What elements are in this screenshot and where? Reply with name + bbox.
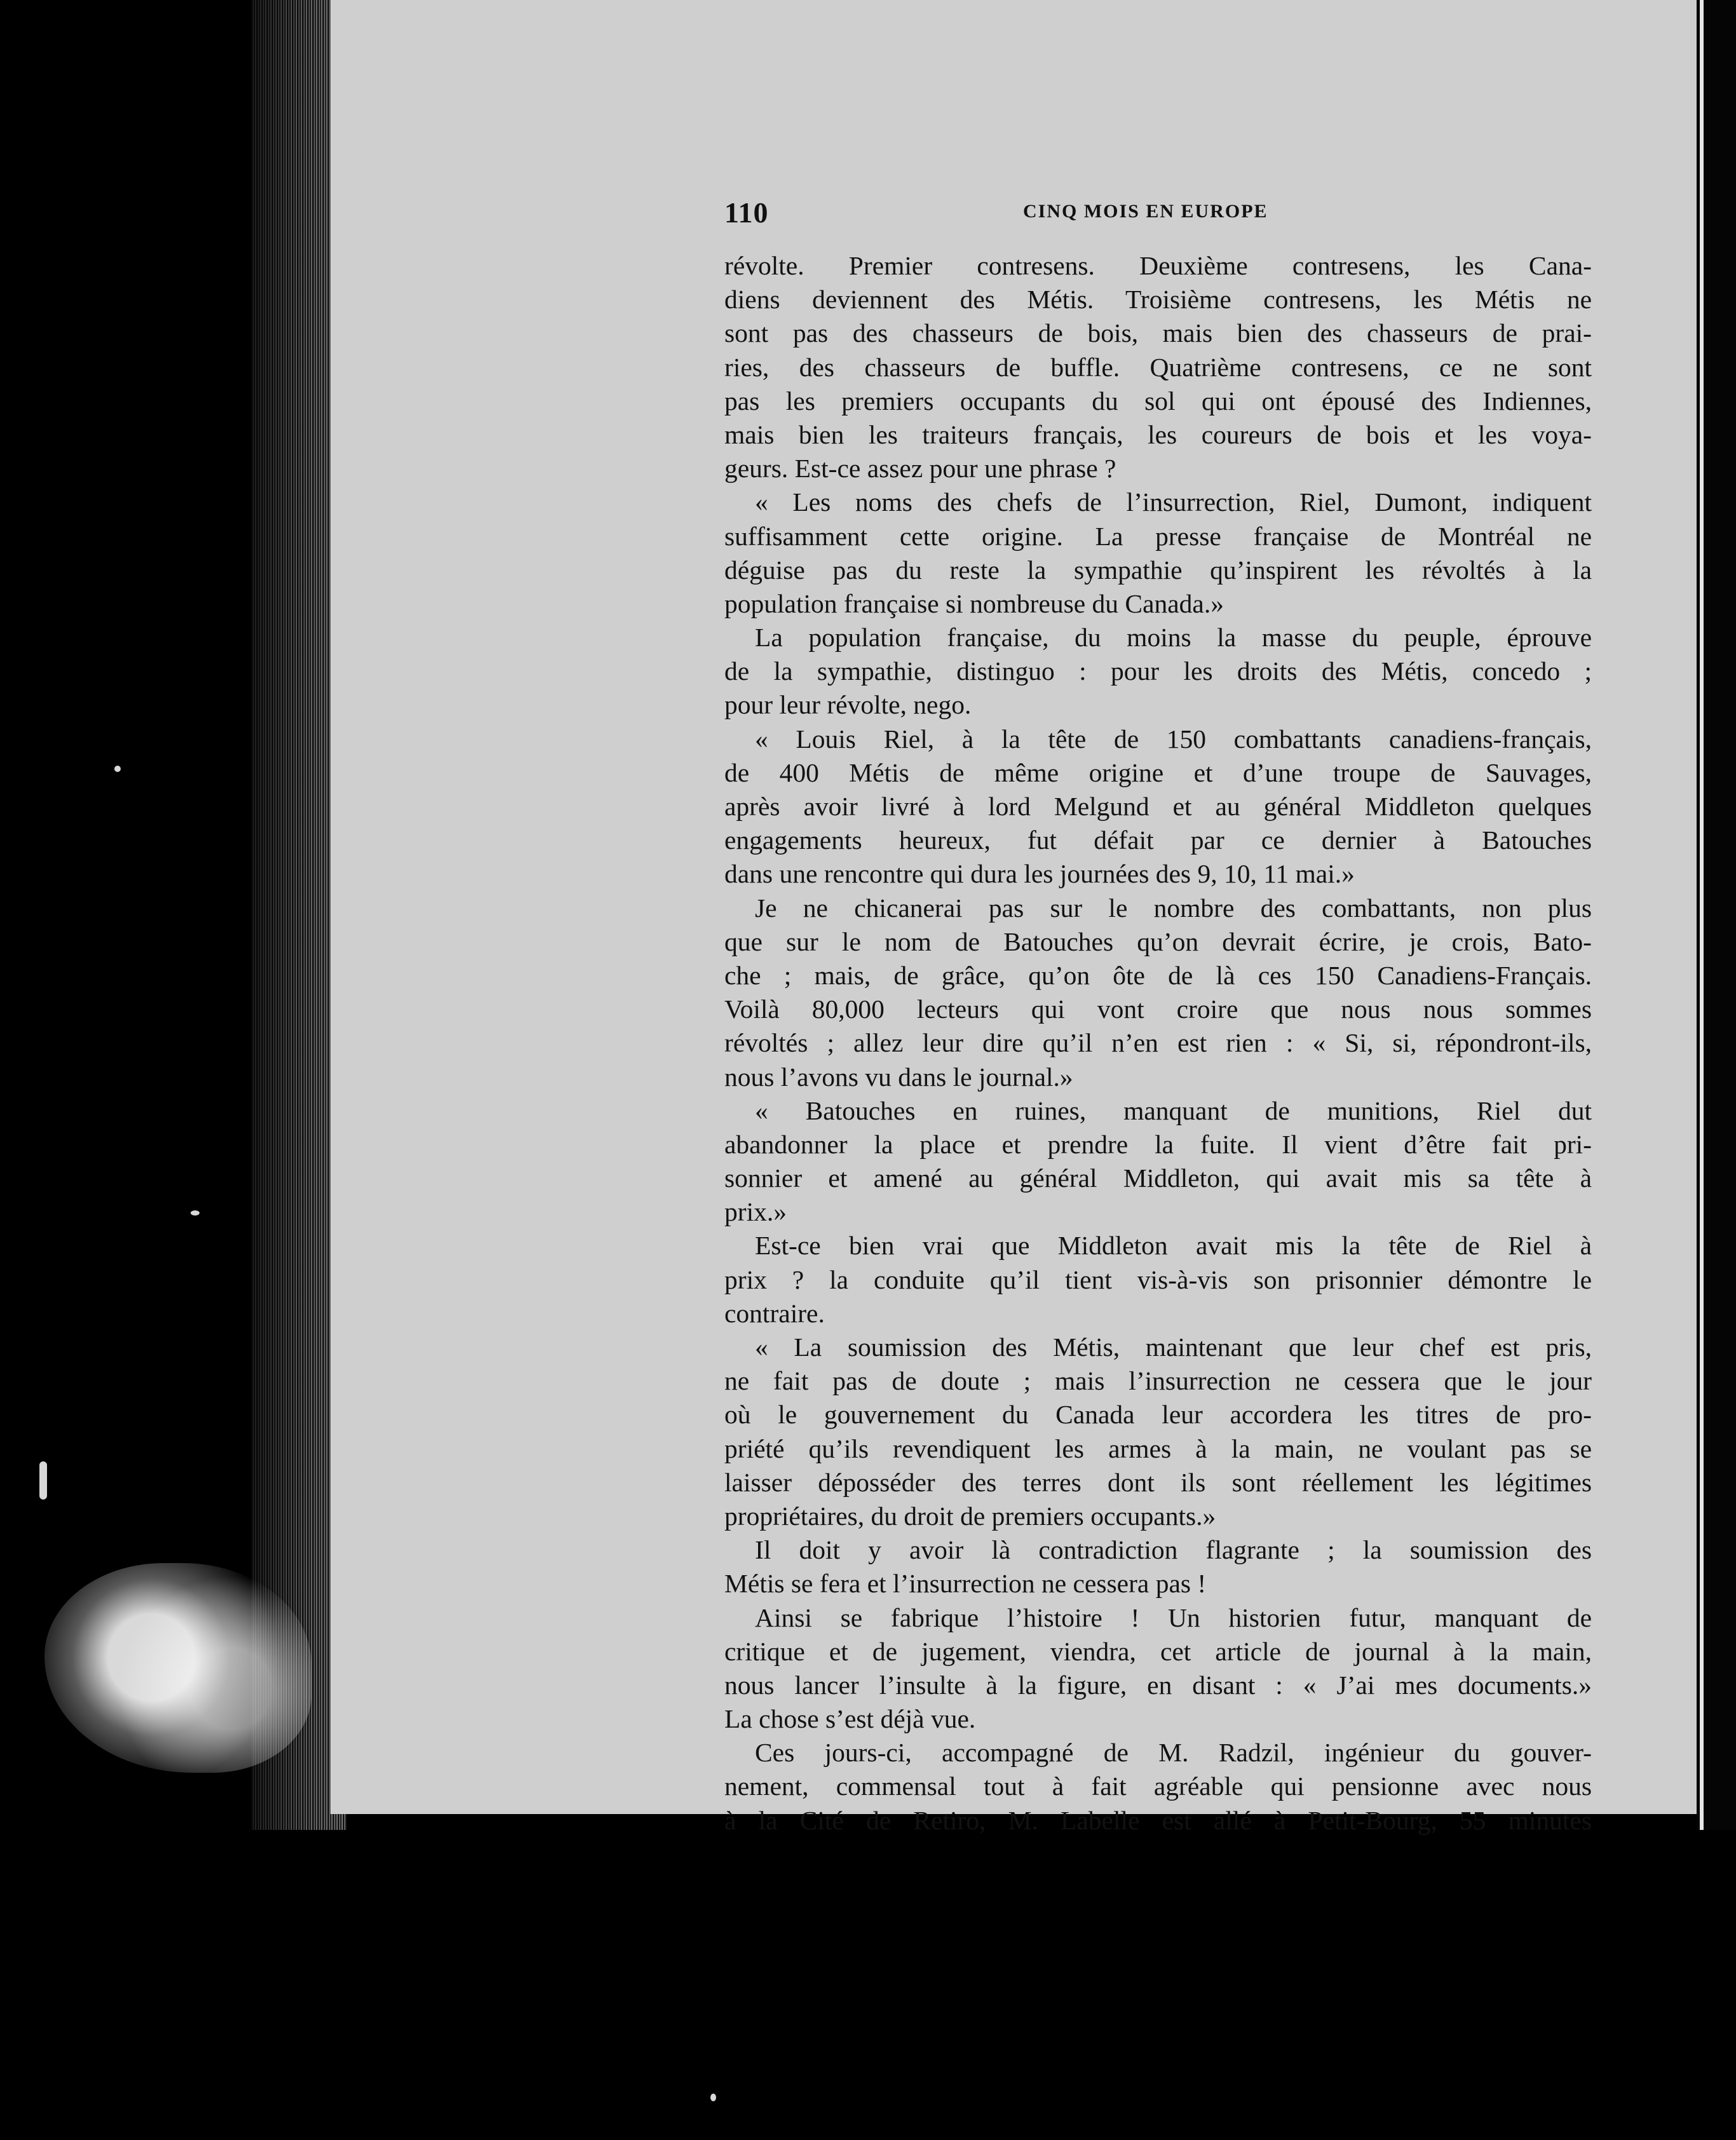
text-line: ne fait pas de doute ; mais l’insurrection ne cessera que le jour	[724, 1366, 1592, 1396]
text-line: ries, des chasseurs de buffle. Quatrième contresens, ce ne sont	[724, 352, 1592, 382]
text-line: Il doit y avoir là contradiction flagrante ; la soumission des	[755, 1535, 1592, 1565]
text-line: mais bien les traiteurs français, les coureurs de bois et les voya-	[724, 419, 1592, 449]
text-line: abandonner la place et prendre la fuite. Il vient d’être fait pri-	[724, 1129, 1592, 1159]
text-line: nement, commensal tout à fait agréable qui pensionne avec nous	[724, 1771, 1592, 1801]
text-line: sont pas des chasseurs de bois, mais bien des chasseurs de prai-	[724, 318, 1592, 348]
text-line: critique et de jugement, viendra, cet article de journal à la main,	[724, 1636, 1592, 1666]
text-line: population française si nombreuse du Canada.»	[724, 588, 1224, 618]
text-line: nous l’avons vu dans le journal.»	[724, 1062, 1073, 1092]
text-line: suffisamment cette origine. La presse française de Montréal ne	[724, 521, 1592, 551]
text-line: prix.»	[724, 1197, 787, 1227]
text-line: propriétaires, du droit de premiers occupants.»	[724, 1501, 1216, 1531]
text-line: « Batouches en ruines, manquant de munitions, Riel dut	[755, 1095, 1592, 1125]
text-line: « La soumission des Métis, maintenant que leur chef est pris,	[755, 1332, 1592, 1362]
text-line: révoltés ; allez leur dire qu’il n’en est rien : « Si, si, répondront-ils,	[724, 1028, 1592, 1058]
text-line: révolte. Premier contresens. Deuxième contresens, les Cana-	[724, 251, 1592, 280]
text-line: sonnier et amené au général Middleton, qui avait mis sa tête à	[724, 1163, 1592, 1193]
page-header	[724, 196, 1604, 234]
text-line: che ; mais, de grâce, qu’on ôte de là ces 150 Canadiens-Français.	[724, 960, 1592, 990]
text-line: « Les noms des chefs de l’insurrection, Riel, Dumont, indiquent	[755, 487, 1592, 517]
running-title: CINQ MOIS EN EUROPE	[1023, 201, 1268, 222]
text-line: « Louis Riel, à la tête de 150 combattants canadiens-français,	[755, 724, 1592, 754]
text-line: pas les premiers occupants du sol qui ont épousé des Indiennes,	[724, 386, 1592, 416]
page-number: 110	[724, 196, 769, 229]
body-text	[724, 249, 1592, 1838]
text-line: à la Cité de Retiro, M. Labelle est allé à Petit-Bourg, 55 minutes	[724, 1805, 1592, 1835]
text-line: que sur le nom de Batouches qu’on devrait écrire, je crois, Bato-	[724, 926, 1592, 956]
text-line: La population française, du moins la masse du peuple, éprouve	[755, 623, 1592, 653]
text-line: après avoir livré à lord Melgund et au général Middleton quelques	[724, 792, 1592, 821]
text-line: diens deviennent des Métis. Troisième contresens, les Métis ne	[724, 285, 1592, 315]
text-line: pour leur révolte, nego.	[724, 690, 972, 720]
scan-speck	[114, 766, 121, 772]
text-line: où le gouvernement du Canada leur accordera les titres de pro-	[724, 1400, 1592, 1430]
text-line: contraire.	[724, 1298, 825, 1328]
text-line: de 400 Métis de même origine et d’une troupe de Sauvages,	[724, 757, 1592, 787]
text-line: prix ? la conduite qu’il tient vis-à-vis son prisonnier démontre le	[724, 1264, 1592, 1294]
text-line: Métis se fera et l’insurrection ne cessera pas !	[724, 1569, 1207, 1599]
scan-speck	[39, 1461, 47, 1500]
text-line: Est-ce bien vrai que Middleton avait mis la tête de Riel à	[755, 1231, 1592, 1261]
text-line: La chose s’est déjà vue.	[724, 1704, 976, 1734]
text-line: laisser déposséder des terres dont ils sont réellement les légitimes	[724, 1467, 1592, 1497]
text-line: Ainsi se fabrique l’histoire ! Un historien futur, manquant de	[755, 1602, 1592, 1632]
text-line: priété qu’ils revendiquent les armes à la main, ne voulant pas se	[724, 1433, 1592, 1463]
text-line: Ces jours-ci, accompagné de M. Radzil, ingénieur du gouver-	[755, 1738, 1592, 1768]
scan-speck	[191, 1210, 200, 1216]
scan-smudge	[44, 1563, 311, 1773]
text-line: déguise pas du reste la sympathie qu’inspirent les révoltés à la	[724, 555, 1592, 585]
gutter-edge-line	[1700, 0, 1704, 1830]
text-line: Je ne chicanerai pas sur le nombre des combattants, non plus	[755, 893, 1592, 923]
scan-speck	[710, 2094, 716, 2101]
text-line: nous lancer l’insulte à la figure, en disant : « J’ai mes documents.»	[724, 1670, 1592, 1700]
text-line: dans une rencontre qui dura les journées des 9, 10, 11 mai.»	[724, 859, 1355, 889]
text-line: Voilà 80,000 lecteurs qui vont croire que nous nous sommes	[724, 994, 1592, 1024]
text-line: engagements heureux, fut défait par ce dernier à Batouches	[724, 825, 1592, 855]
text-line: de la sympathie, distinguo : pour les droits des Métis, concedo ;	[724, 656, 1592, 686]
text-line: geurs. Est-ce assez pour une phrase ?	[724, 454, 1116, 484]
